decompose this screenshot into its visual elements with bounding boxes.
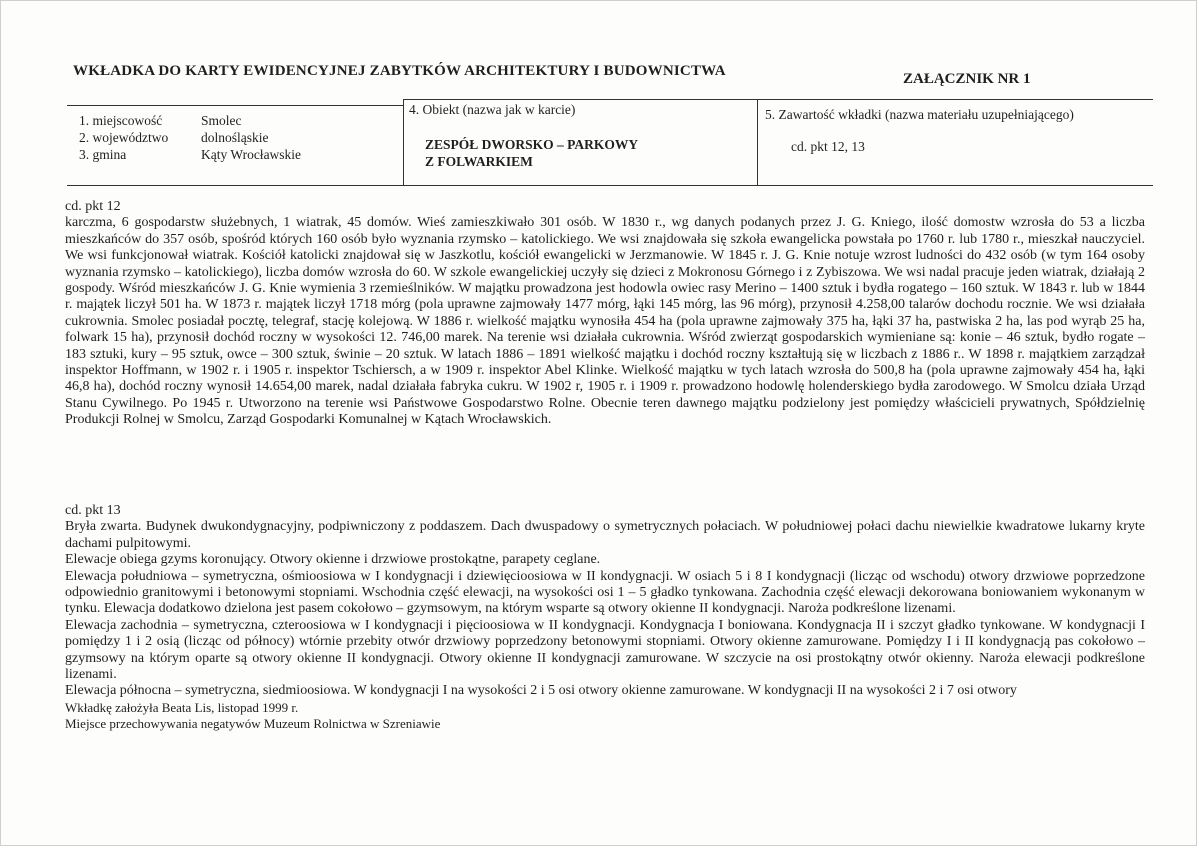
commune-label: 3. gmina — [79, 147, 127, 162]
object-name-line1: ZESPÓŁ DWORSKO – PARKOWY — [425, 137, 639, 152]
location-labels — [79, 112, 204, 163]
section-13-paragraph: Elewacje obiega gzyms koronujący. Otwory okienne i drzwiowe prostokątne, parapety ceglane. — [65, 552, 601, 568]
section-13-paragraph: Elewacja południowa – symetryczna, ośmioosiowa w I kondygnacji i dziewięcioosiowa w II kondygnacji. W osiach 5 i 8 I kondygnacji (licząc od wschodu) otwory drzwiowe poprzedzone odpowiednio granitowymi i betonowymi stopniami. Wschodnia część elewacji, na wysokości osi 1 – 5 gładko tynkowana. Zachodnia część elewacji dekorowana boniowaniem wykonanym w tynku. Elewacja dodatkowo dzielona jest pasem cokołowo – gzymsowym, na którym wsparte są otwory okienne II kondygnacji. Naroża podkreślone lizenami. — [65, 568, 1145, 617]
section-13-paragraph: Elewacja północna – symetryczna, siedmioosiowa. W kondygnacji I na wysokości 2 i 5 osi otwory okienne zamurowane. W kondygnacji II na wysokości 2 i 7 osi otwory — [65, 683, 1017, 699]
section-12 — [65, 199, 1145, 429]
commune-value: Kąty Wrocławskie — [201, 147, 302, 162]
table-bottom-rule — [67, 185, 1153, 186]
author-note: Wkładkę założyła Beata Lis, listopad 1999 r. — [65, 699, 299, 715]
object-name — [425, 136, 745, 170]
table-top-rule — [403, 99, 1153, 100]
table-divider-1 — [403, 99, 404, 185]
section-12-heading: cd. pkt 12 — [65, 199, 121, 214]
contents-label: 5. Zawartość wkładki (nazwa materiału uzupełniającego) — [765, 107, 1074, 122]
locality-value: Smolec — [201, 113, 242, 128]
contents-value: cd. pkt 12, 13 — [791, 139, 865, 154]
locality-label: 1. miejscowość — [79, 113, 163, 128]
document-title: WKŁADKA DO KARTY EWIDENCYJNEJ ZABYTKÓW ARCHITEKTURY I BUDOWNICTWA — [73, 63, 726, 79]
storage-note: Miejsce przechowywania negatywów Muzeum Rolnictwa w Szreniawie — [65, 716, 441, 732]
location-values — [201, 112, 401, 163]
object-name-line2: Z FOLWARKIEM — [425, 154, 533, 169]
table-header-rule — [67, 105, 403, 106]
object-label: 4. Obiekt (nazwa jak w karcie) — [409, 102, 576, 117]
annex-number: ZAŁĄCZNIK NR 1 — [903, 71, 1031, 87]
voivodeship-label: 2. województwo — [79, 130, 169, 145]
section-13-paragraph: Bryła zwarta. Budynek dwukondygnacyjny, podpiwniczony z poddaszem. Dach dwuspadowy o symetrycznych połaciach. W południowej połaci dachu niewielkie kwadratowe lukarny kryte dachami pulpitowymi. — [65, 519, 1145, 551]
section-12-text: karczma, 6 gospodarstw służebnych, 1 wiatrak, 45 domów. Wieś zamieszkiwało 301 osób. W 1830 r., wg danych podanych przez J. G. Kniego, ilość domostw wzrosła do 53 a liczba mieszkańców do 357 osób, spośród których 160 osób było wyznania rzymsko – katolickiego. We wsi znajdowała się szkoła ewangelicka powstała po 1760 r. lub 1780 r., mieszkał nauczyciel. We wsi funkcjonował wiatrak. Kościół katolicki znajdował się w Jaszkotlu, kościół ewangelicki w Jerzmanowie. W 1845 r. J. G. Knie notuje wzrost ludności do 432 osób (w tym 164 osoby wyznania rzymsko – katolickiego), liczba domów wzrosła do 60. W szkole ewangelickiej uczyły się dzieci z Mokronosu Górnego i z Zybiszowa. We wsi nadal pracuje jeden wiatrak, działają 2 gospody. Wśród mieszkańców J. G. Knie wymienia 3 rzemieślników. W majątku prowadzona jest hodowla owiec rasy Merino – 1400 sztuk i bydła rogatego – 160 sztuk. W 1843 r. lub w 1844 r. majątek liczył 501 ha. W 1873 r. majątek liczył 1718 mórg (pola uprawne zajmowały 1477 mórg, łąki 145 mórg, las 96 mórg), przynosił 4.258,00 talarów dochodu rocznie. We wsi działała cukrownia. Smolec posiadał pocztę, telegraf, stację kolejową. W 1886 r. wielkość majątku wynosiła 454 ha (pola uprawne zajmowały 375 ha, łąki 37 ha, pastwiska 2 ha, las pod wyrąb 25 ha, folwark 15 ha), przynosił dochód roczny w wysokości 12. 746,00 marek. Na terenie wsi działała cukrownia. Wśród zwierząt gospodarskich wymieniane są: konie – 46 sztuk, bydło rogate – 183 sztuki, kury – 95 sztuk, owce – 300 sztuk, świnie – 20 sztuk. W latach 1886 – 1891 wielkość majątku i dochód roczny kształtują się w liczbach z 1886 r.. W 1898 r. majątkiem zarządzał inspektor Hoffmann, w 1902 r. i 1905 r. inspektor Tschiersch, a w 1909 r. inspektor Abel Klinke. Wielkość majątku w tych latach wzrosła do 500,8 ha (pola uprawne zajmowały 454 ha, łąki 46,8 ha), dochód roczny wynosił 14.654,00 marek, nadal działała fabryka cukru. W 1902 r, 1905 r. i 1909 r. prowadzono hodowlę holenderskiego bydła zarodowego. W Smolcu działa Urząd Stanu Cywilnego. Po 1945 r. Utworzono na terenie wsi Państwowe Gospodarstwo Rolne. Obecnie teren dawnego majątku podzielony jest pomiędzy właścicieli prywatnych, Spółdzielnię Produkcji Rolnej w Smolcu, Zarząd Gospodarki Komunalnej w Kątach Wrocławskich. — [65, 215, 1145, 428]
voivodeship-value: dolnośląskie — [201, 130, 269, 145]
section-13-heading: cd. pkt 13 — [65, 503, 121, 518]
table-divider-2 — [757, 99, 758, 185]
section-13-paragraph: Elewacja zachodnia – symetryczna, czteroosiowa w I kondygnacji i pięcioosiowa w II kondygnacji. Kondygnacja I boniowana. Kondygnacja II i szczyt gładko tynkowane. W kondygnacji I pomiędzy 1 i 2 osią (licząc od północy) wtórnie przebity otwór drzwiowy poprzedzony betonowymi stopniami. Otwory okienne zamurowane. Pomiędzy I i II kondygnacją pas cokołowo – gzymsowy na którym oparte są otwory okienne II kondygnacji. Otwory okienne II kondygnacji zamurowane. W szczycie na osi prostokątny otwór okienny. Naroża elewacji podkreślone lizenami. — [65, 617, 1145, 683]
section-13 — [65, 503, 1145, 733]
